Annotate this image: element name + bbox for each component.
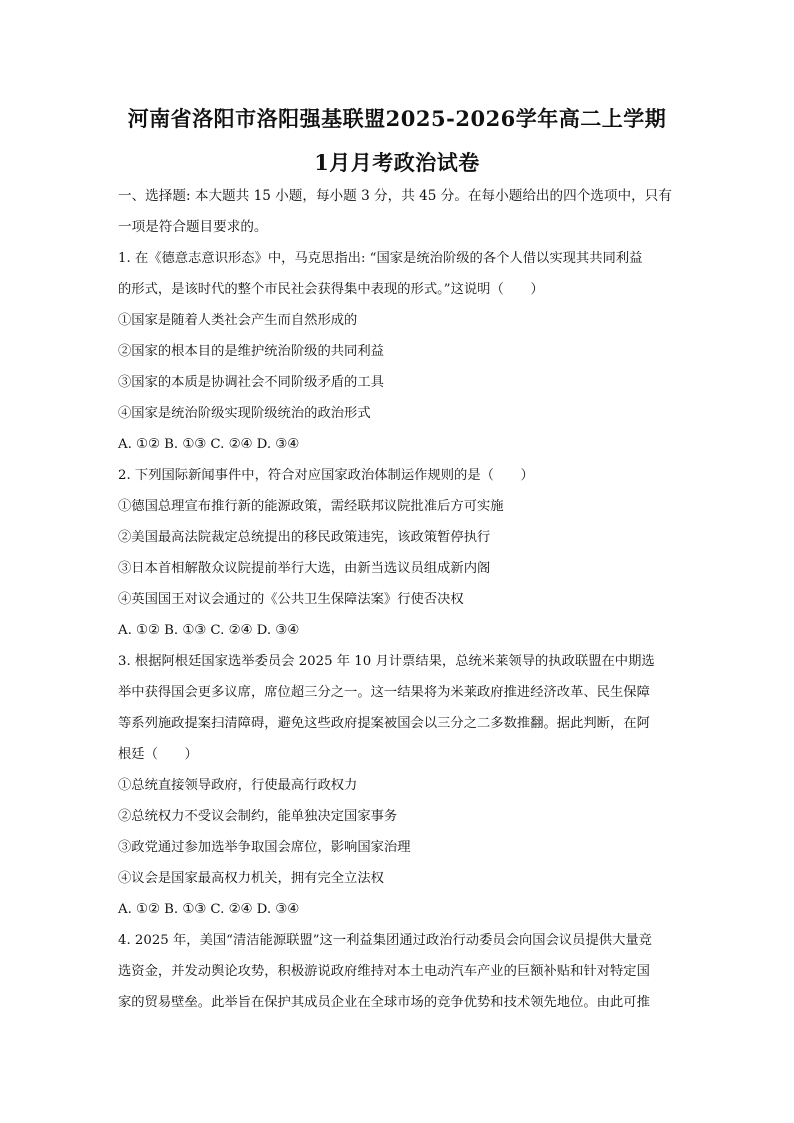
q1-stem-line1: 1. 在《德意志意识形态》中，马克思指出: “国家是统治阶级的各个人借以实现其共同利益	[118, 251, 643, 266]
q2-item-1: ①德国总理宣布推行新的能源政策，需经联邦议院批准后方可实施	[118, 499, 504, 514]
q2-item-3: ③日本首相解散众议院提前举行大选，由新当选议员组成新内阁	[118, 561, 491, 576]
q1-item-1: ①国家是随着人类社会产生而自然形成的	[118, 313, 358, 328]
q3-item-1: ①总统直接领导政府，行使最高行政权力	[118, 778, 358, 793]
q3-item-4: ④议会是国家最高权力机关，拥有完全立法权	[118, 871, 384, 886]
exam-title-line1: 河南省洛阳市洛阳强基联盟2025-2026学年高二上学期	[127, 106, 667, 131]
q1-item-2: ②国家的根本目的是维护统治阶级的共同利益	[118, 344, 384, 359]
q1-item-4: ④国家是统治阶级实现阶级统治的政治形式	[118, 406, 371, 421]
section-instructions-line1: 一、选择题: 本大题共 15 小题，每小题 3 分，共 45 分。在每小题给出的四个选项中，只有	[118, 188, 672, 204]
q1-stem-line2: 的形式，是该时代的整个市民社会获得集中表现的形式。”这说明（ ）	[118, 282, 544, 297]
q3-stem-line2: 举中获得国会更多议席，席位超三分之一。这一结果将为米莱政府推进经济改革、民生保障	[118, 685, 650, 700]
q3-item-3: ③政党通过参加选举争取国会席位，影响国家治理	[118, 840, 411, 855]
q4-stem-line1: 4. 2025 年，美国“清洁能源联盟”这一利益集团通过政治行动委员会向国会议员提供大量竞	[118, 933, 652, 948]
q3-stem-line1: 3. 根据阿根廷国家选举委员会 2025 年 10 月计票结果，总统米莱领导的执政联盟在中期选	[118, 654, 655, 669]
q1-item-3: ③国家的本质是协调社会不同阶级矛盾的工具	[118, 375, 384, 390]
q1-options: A. ①② B. ①③ C. ②④ D. ③④	[118, 437, 300, 452]
q2-stem-line1: 2. 下列国际新闻事件中，符合对应国家政治体制运作规则的是（ ）	[118, 468, 534, 483]
q3-stem-line3: 等系列施政提案扫清障碍，避免这些政府提案被国会以三分之二多数推翻。据此判断，在阿	[118, 716, 650, 731]
q3-options: A. ①② B. ①③ C. ②④ D. ③④	[118, 902, 300, 917]
q4-stem-line2: 选资金，并发动舆论攻势，积极游说政府维持对本土电动汽车产业的巨额补贴和针对特定国	[118, 964, 650, 979]
q2-item-2: ②美国最高法院裁定总统提出的移民政策违宪，该政策暂停执行	[118, 530, 491, 545]
q2-item-4: ④英国国王对议会通过的《公共卫生保障法案》行使否决权	[118, 592, 464, 607]
exam-body	[118, 181, 678, 1018]
q3-stem-line4: 根廷（ ）	[118, 747, 198, 762]
q2-options: A. ①② B. ①③ C. ②④ D. ③④	[118, 623, 300, 638]
exam-title-line2: 1月月考政治试卷	[314, 150, 480, 175]
q4-stem-line3: 家的贸易壁垒。此举旨在保护其成员企业在全球市场的竞争优势和技术领先地位。由此可推	[118, 995, 650, 1010]
section-instructions-line2: 一项是符合题目要求的。	[118, 219, 268, 235]
q3-item-2: ②总统权力不受议会制约，能单独决定国家事务	[118, 809, 398, 824]
